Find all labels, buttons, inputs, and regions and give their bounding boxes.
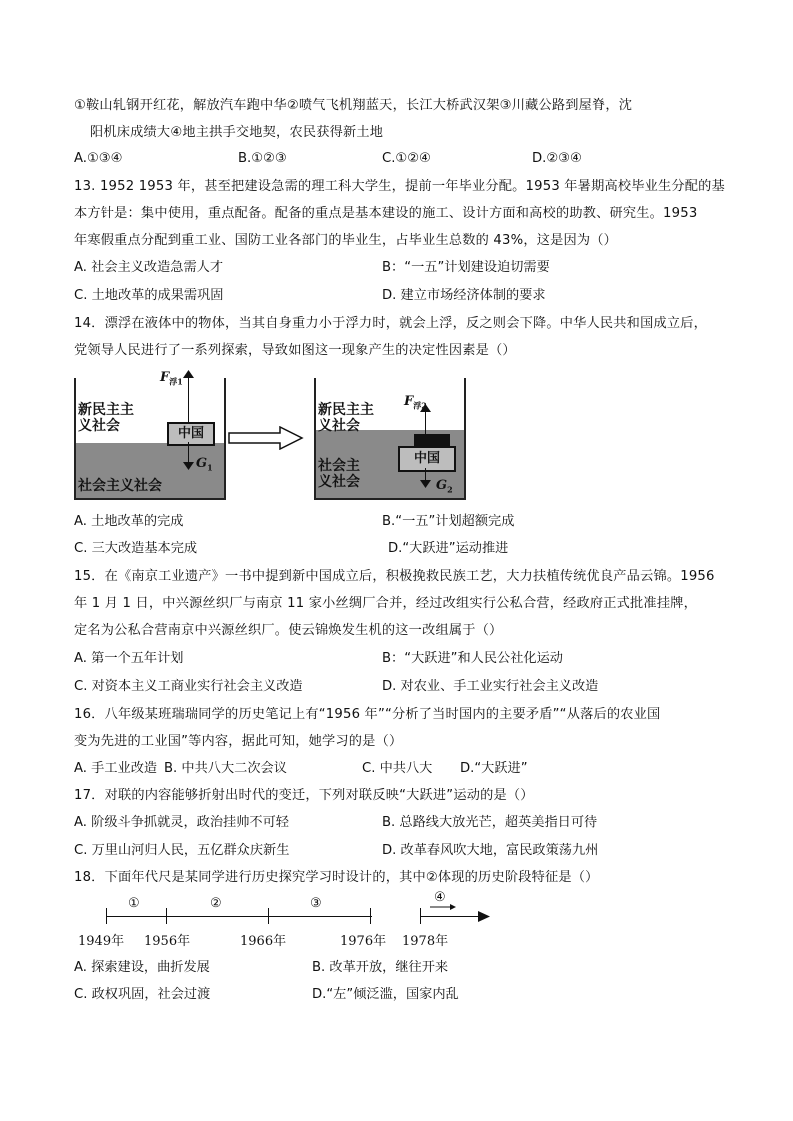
q12-option-b: B.①②③ bbox=[238, 151, 287, 166]
q12-option-c: C.①②④ bbox=[382, 151, 431, 166]
year-1949: 1949年 bbox=[78, 934, 125, 949]
left-gravity-arrowhead bbox=[183, 462, 194, 470]
transition-arrow bbox=[228, 426, 304, 450]
timeline bbox=[74, 890, 494, 954]
left-buoyancy-label: $F_{浮1}$ bbox=[160, 370, 183, 387]
right-gravity-arrowhead bbox=[420, 480, 431, 488]
q17-option-d: D. 改革春风吹大地，富民政策荡九州 bbox=[382, 843, 599, 858]
segment-2-label: ② bbox=[210, 896, 222, 911]
q15-option-d: D. 对农业、手工业实行社会主义改造 bbox=[382, 679, 599, 694]
q13-option-d: D. 建立市场经济体制的要求 bbox=[382, 288, 546, 303]
q13-stem-line3: 年寒假重点分配到重工业、国防工业各部门的毕业生，占毕业生总数的 43%，这是因为（） bbox=[74, 233, 618, 248]
q12-statement-line1: ①鞍山轧钢开红花，解放汽车跑中华②喷气飞机翔蓝天，长江大桥武汉架③川藏公路到屋脊，沈 bbox=[74, 98, 633, 113]
q16-stem-line1: 16．八年级某班瑞瑞同学的历史笔记上有“1956 年”“分析了当时国内的主要矛盾”“从落后的农业国 bbox=[74, 707, 661, 722]
q15-stem-line2: 年 1 月 1 日，中兴源丝织厂与南京 11 家小丝绸厂合并，经过改组实行公私合营，经政府正式批准挂牌， bbox=[74, 596, 697, 611]
q15-stem-line1: 15．在《南京工业遗产》一书中提到新中国成立后，积极挽救民族工艺，大力扶植传统优良产品云锦。1956 bbox=[74, 569, 715, 584]
q18-option-d: D.“左”倾泛滥，国家内乱 bbox=[312, 987, 459, 1002]
q13-stem-line1: 13. 1952 1953 年，甚至把建设急需的理工科大学生，提前一年毕业分配。1953 年暑期高校毕业生分配的基 bbox=[74, 179, 725, 194]
q12-option-d: D.②③④ bbox=[532, 151, 582, 166]
q14-option-a: A. 土地改革的完成 bbox=[74, 514, 184, 529]
q15-option-c: C. 对资本主义工商业实行社会主义改造 bbox=[74, 679, 303, 694]
right-added-weight bbox=[414, 434, 450, 446]
q18-stem-line1: 18．下面年代尺是某同学进行历史探究学习时设计的，其中②体现的历史阶段特征是（） bbox=[74, 870, 599, 885]
left-gravity-arrow bbox=[188, 442, 189, 464]
timeline-future-line bbox=[420, 916, 482, 917]
year-1978: 1978年 bbox=[402, 934, 449, 949]
q13-option-c: C. 土地改革的成果需巩固 bbox=[74, 288, 224, 303]
timeline-baseline bbox=[106, 916, 372, 917]
q16-option-d: D.“大跃进” bbox=[460, 761, 528, 776]
timeline-arrowhead bbox=[478, 911, 490, 922]
left-buoyancy-arrow bbox=[188, 374, 189, 422]
left-lower-label: 社会主义社会 bbox=[78, 478, 162, 494]
q15-stem-line3: 定名为公私合营南京中兴源丝织厂。使云锦焕发生机的这一改组属于（） bbox=[74, 623, 503, 638]
tick-1966 bbox=[268, 908, 269, 924]
year-1976: 1976年 bbox=[340, 934, 387, 949]
segment-1-label: ① bbox=[128, 896, 140, 911]
right-upper-label: 新民主主 义社会 bbox=[318, 402, 374, 434]
left-buoyancy-arrowhead bbox=[183, 370, 194, 378]
year-1956: 1956年 bbox=[144, 934, 191, 949]
year-1966: 1966年 bbox=[240, 934, 287, 949]
q13-option-a: A. 社会主义改造急需人才 bbox=[74, 260, 224, 275]
q12-option-a: A.①③④ bbox=[74, 151, 123, 166]
q16-stem-line2: 变为先进的工业国”等内容，据此可知，她学习的是（） bbox=[74, 734, 403, 749]
q16-option-a: A. 手工业改造 bbox=[74, 761, 158, 776]
right-gravity-label: $G_2$ bbox=[436, 478, 453, 495]
segment-3-label: ③ bbox=[310, 896, 322, 911]
q14-option-c: C. 三大改造基本完成 bbox=[74, 541, 198, 556]
buoyancy-diagram bbox=[74, 372, 494, 502]
q17-option-b: B. 总路线大放光芒，超英美指日可待 bbox=[382, 815, 598, 830]
tick-1949 bbox=[106, 908, 107, 924]
q14-stem-line1: 14．漂浮在液体中的物体，当其自身重力小于浮力时，就会上浮，反之则会下降。中华人民共和国成立后， bbox=[74, 316, 708, 331]
q16-option-b: B. 中共八大二次会议 bbox=[164, 761, 287, 776]
q18-option-b: B. 改革开放，继往开来 bbox=[312, 960, 449, 975]
q12-statement-line2: 阳机床成绩大④地主拱手交地契，农民获得新土地 bbox=[90, 125, 384, 140]
q15-option-a: A. 第一个五年计划 bbox=[74, 651, 184, 666]
q14-option-d: D.“大跃进”运动推进 bbox=[388, 541, 509, 556]
right-buoyancy-label: $F_{浮2}$ bbox=[404, 394, 427, 411]
q13-option-b: B：“一五”计划建设迫切需要 bbox=[382, 260, 550, 275]
tick-1956 bbox=[166, 908, 167, 924]
q15-option-b: B：“大跃进”和人民公社化运动 bbox=[382, 651, 563, 666]
left-china-block: 中国 bbox=[167, 422, 215, 446]
q13-stem-line2: 本方针是：集中使用，重点配备。配备的重点是基本建设的施工、设计方面和高校的助教、研究生。1953 bbox=[74, 206, 698, 221]
q18-option-a: A. 探索建设，曲折发展 bbox=[74, 960, 210, 975]
q14-option-b: B.“一五”计划超额完成 bbox=[382, 514, 515, 529]
q17-option-c: C. 万里山河归人民，五亿群众庆新生 bbox=[74, 843, 290, 858]
segment-4-label: ④ bbox=[434, 890, 446, 905]
q17-stem-line1: 17．对联的内容能够折射出时代的变迁，下列对联反映“大跃进”运动的是（） bbox=[74, 788, 534, 803]
q17-option-a: A. 阶级斗争抓就灵，政治挂帅不可轻 bbox=[74, 815, 289, 830]
right-lower-label: 社会主 义社会 bbox=[318, 458, 360, 490]
right-china-block: 中国 bbox=[398, 446, 456, 472]
q16-option-c: C. 中共八大 bbox=[362, 761, 433, 776]
left-gravity-label: $G_1$ bbox=[196, 456, 213, 473]
tick-1976 bbox=[370, 908, 371, 924]
q14-stem-line2: 党领导人民进行了一系列探索，导致如图这一现象产生的决定性因素是（） bbox=[74, 343, 516, 358]
left-upper-label: 新民主主 义社会 bbox=[78, 402, 134, 434]
q18-option-c: C. 政权巩固，社会过渡 bbox=[74, 987, 211, 1002]
